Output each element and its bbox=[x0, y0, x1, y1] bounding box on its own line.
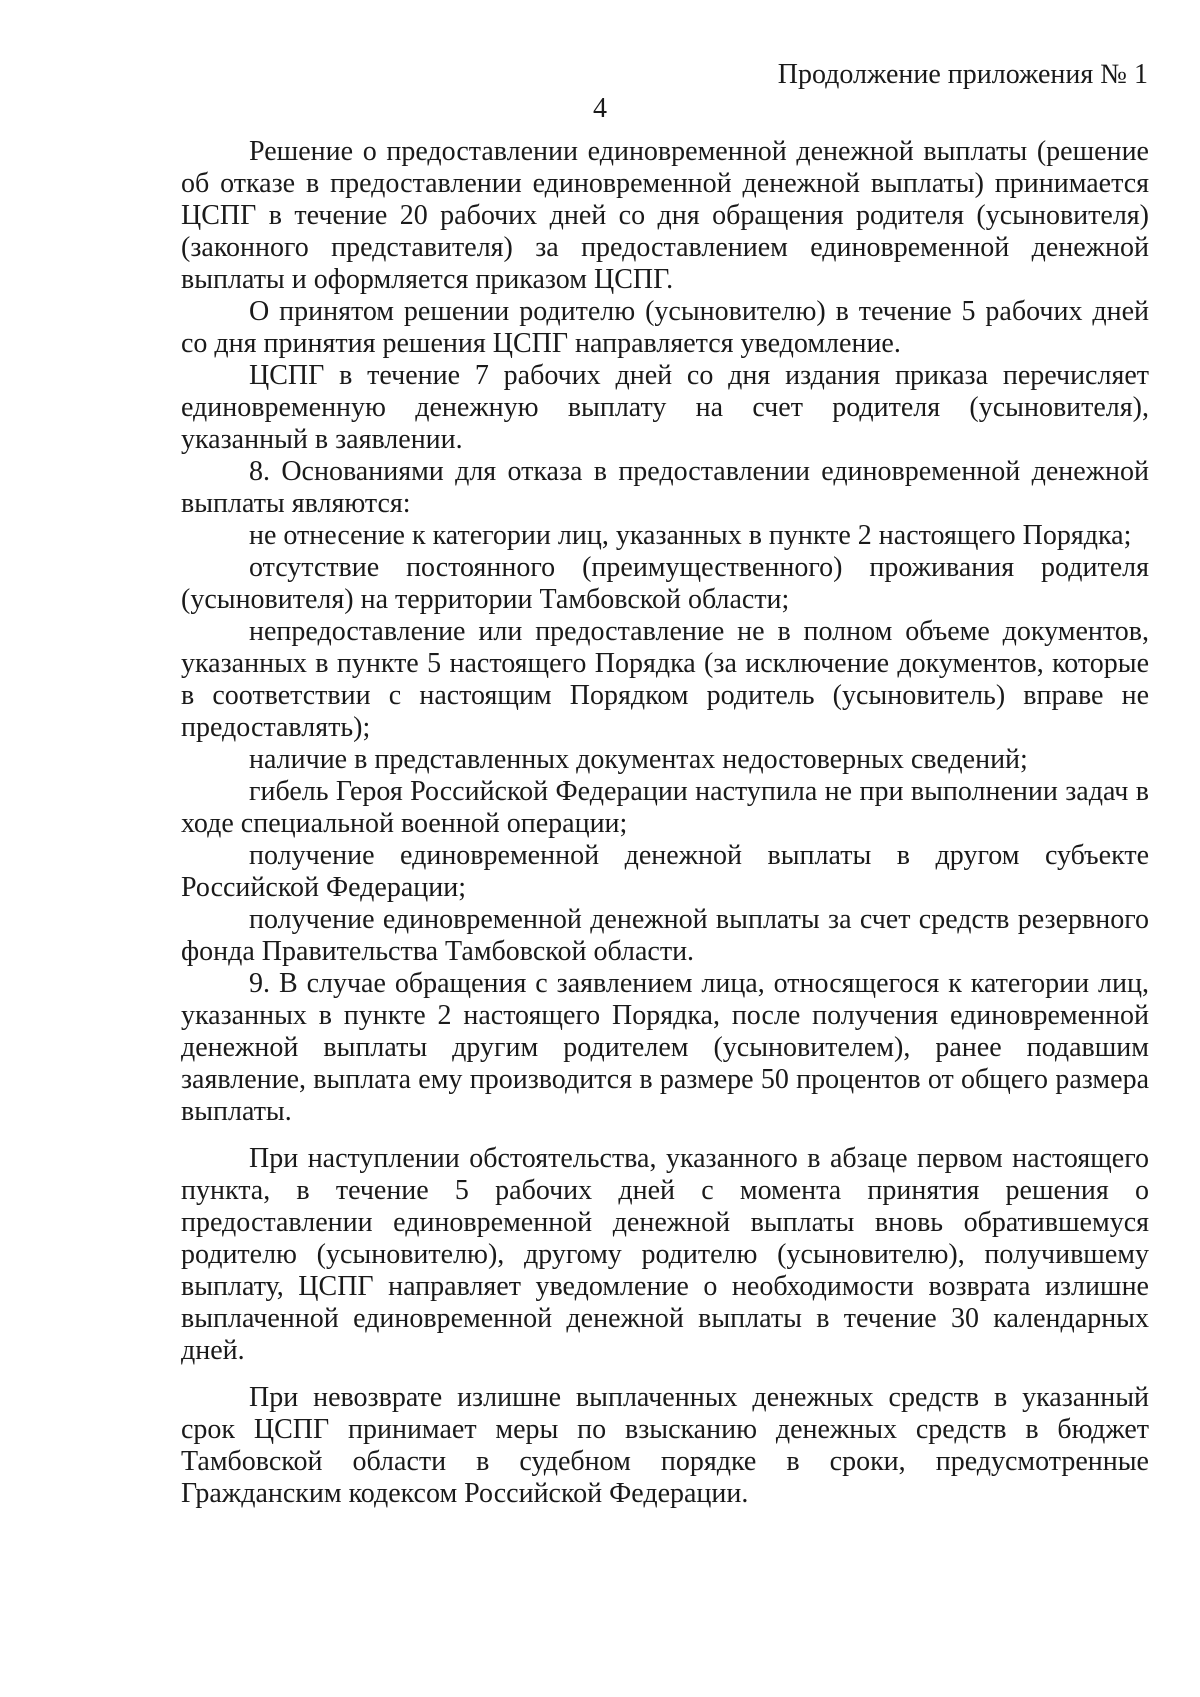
list-item-refusal-category: не отнесение к категории лиц, указанных в пункте 2 настоящего Порядка; bbox=[249, 520, 1132, 551]
appendix-continuation-note: Продолжение приложения № 1 bbox=[777, 59, 1148, 90]
list-item-refusal-documents: непредоставление или предоставление не в полном объеме документов, указанных в пункте 5 настоящего Порядка (за исключение документов, которые в соответствии с настоящим Порядком родитель (усыновитель) вправе не предоставлять); bbox=[181, 616, 1149, 743]
page-number: 4 bbox=[593, 93, 607, 124]
paragraph-notification: О принятом решении родителю (усыновителю) в течение 5 рабочих дней со дня принятия решения ЦСПГ направляется уведомление. bbox=[181, 296, 1149, 359]
list-item-refusal-reserve-fund: получение единовременной денежной выплаты за счет средств резервного фонда Правительства Тамбовской области. bbox=[181, 904, 1149, 967]
paragraph-refusal-grounds-intro: 8. Основаниями для отказа в предоставлении единовременной денежной выплаты являются: bbox=[181, 456, 1149, 519]
list-item-refusal-residence: отсутствие постоянного (преимущественного) проживания родителя (усыновителя) на территории Тамбовской области; bbox=[181, 552, 1149, 615]
document-body bbox=[181, 136, 1149, 1510]
paragraph-refund-notice: При наступлении обстоятельства, указанного в абзаце первом настоящего пункта, в течение 5 рабочих дней с момента принятия решения о предоставлении единовременной денежной выплаты вновь обратившемуся родителю (усыновителю), другому родителю (усыновителю), получившему выплату, ЦСПГ направляет уведомление о необходимости возврата излишне выплаченной единовременной денежной выплаты в течение 30 календарных дней. bbox=[181, 1143, 1149, 1366]
paragraph-point-9: 9. В случае обращения с заявлением лица, относящегося к категории лиц, указанных в пункте 2 настоящего Порядка, после получения единовременной денежной выплаты другим родителем (усыновителем), ранее подавшим заявление, выплата ему производится в размере 50 процентов от общего размера выплаты. bbox=[181, 968, 1149, 1127]
paragraph-decision-timing: Решение о предоставлении единовременной денежной выплаты (решение об отказе в предоставлении единовременной денежной выплаты) принимается ЦСПГ в течение 20 рабочих дней со дня обращения родителя (усыновителя) (законного представителя) за предоставлением единовременной денежной выплаты и оформляется приказом ЦСПГ. bbox=[181, 136, 1149, 295]
paragraph-payment-transfer: ЦСПГ в течение 7 рабочих дней со дня издания приказа перечисляет единовременную денежную выплату на счет родителя (усыновителя), указанный в заявлении. bbox=[181, 360, 1149, 455]
list-item-refusal-other-region: получение единовременной денежной выплаты в другом субъекте Российской Федерации; bbox=[181, 840, 1149, 903]
list-item-refusal-death-circumstances: гибель Героя Российской Федерации наступила не при выполнении задач в ходе специальной военной операции; bbox=[181, 776, 1149, 839]
list-item-refusal-false-info: наличие в представленных документах недостоверных сведений; bbox=[249, 744, 1028, 775]
paragraph-recovery: При невозврате излишне выплаченных денежных средств в указанный срок ЦСПГ принимает меры по взысканию денежных средств в бюджет Тамбовской области в судебном порядке в сроки, предусмотренные Гражданским кодексом Российской Федерации. bbox=[181, 1382, 1149, 1509]
